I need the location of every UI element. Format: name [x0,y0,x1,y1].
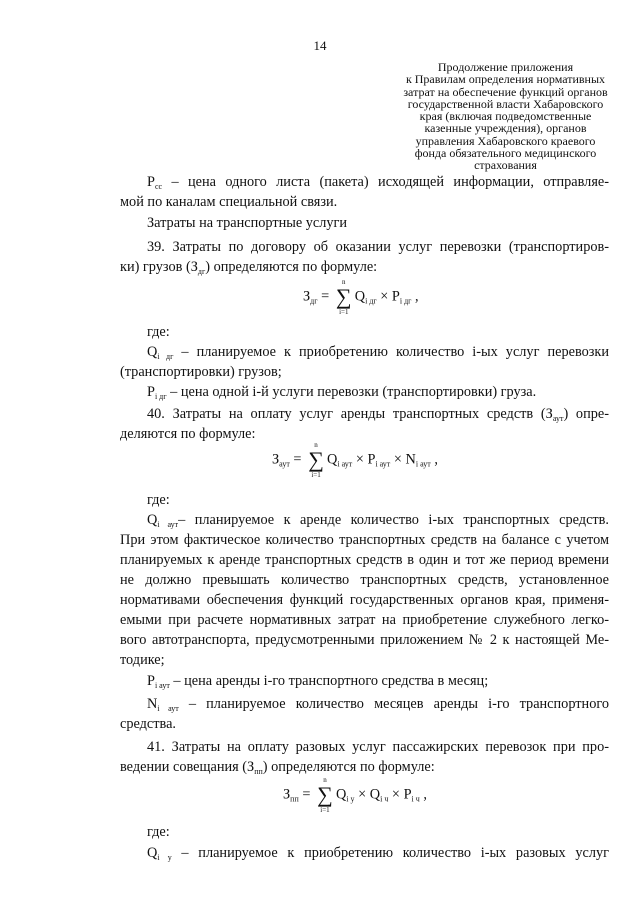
item41-q-definition: $Q_{i у}$ – планируемое к приобретению количество i-ых разовых услуг [147,845,609,862]
p-ses-definition-line2: мой по каналам специальной связи. [120,194,338,210]
item40-n-definition-line2: средства. [120,716,177,732]
header-line: к Правилам определения нормативных [405,72,606,87]
item40-q-definition-line: тодике; [120,652,165,668]
item40-q-definition-line: При этом фактическое количество транспортных средств на балансе с учетом [120,532,609,548]
sum-sign: n ∑ i=1 [335,278,352,316]
header-line: управления Хабаровского краевого [415,133,596,148]
p-ses-definition-line1: $P_{сс}$ – цена одного листа (пакета) исходящей информации, отправляе- [147,174,609,191]
sum-sign: n ∑ i=1 [317,776,333,814]
header-line: Продолжение приложения [437,60,574,74]
where-label: где: [147,492,170,508]
item39-line1: 39. Затраты по договору об оказании услуг перевозки (транспортиров- [147,239,609,255]
item40-q-definition-line: планируемых к аренде транспортных средств в один и тот же период времени [120,552,609,568]
item40-q-definition-line: емыми при расчете нормативных затрат на приобретение служебного легко- [120,612,609,628]
header-line: края (включая подведомственные [419,109,592,124]
item40-n-definition: $N_{i аут}$ – планируемое количество месяцев аренды i-го транспортного [147,696,609,713]
item39-q-definition-line2: (транспортировки) грузов; [120,364,282,380]
item40-q-definition-line: не должно превышать количество транспортных средств, установленное [120,572,609,588]
where-label: где: [147,824,170,840]
item39-q-definition: $Q_{i дг}$ – планируемое к приобретению количество i-ых услуг перевозки [147,344,610,361]
item40-line2: деляются по формуле: [120,426,256,442]
item40-line1: 40. Затраты на оплату услуг аренды транспортных средств $(З_{аут})$ опре- [147,406,609,423]
item41-line1: 41. Затраты на оплату разовых услуг пассажирских перевозок при про- [147,739,609,755]
formula-41: $З_{пп}$ = n ∑ i=1 $Q_{i у} \times Q_{i ч} \times P_{i ч}$ , [283,776,427,814]
header-line: государственной власти Хабаровского [407,96,604,111]
header-line: казенные учреждения), органов [424,121,587,136]
section-title: Затраты на транспортные услуги [147,215,348,231]
formula-40: $З_{аут}$ = n ∑ i=1 $Q_{i аут} \times P_{i аут} \times N_{i аут}$ , [272,441,438,479]
header-line: фонда обязательного медицинского [414,146,597,161]
formula-39: $З_{дг}$ = n ∑ i=1 $Q_{i дг} \times P_{i дг}$ , [303,278,419,316]
header-line: затрат на обеспечение функций органов [403,84,608,99]
item40-p-definition: $P_{i аут}$ – цена аренды i-го транспортного средства в месяц; [147,673,489,690]
sum-sign: n ∑ i=1 [308,441,324,479]
header-line: страхования [474,158,537,173]
page-number: 14 [313,38,327,53]
appendix-header [383,61,628,172]
where-label: где: [147,324,170,340]
item40-q-definition-line: вого автотранспорта, предусмотренными приложением № 2 к настоящей Ме- [120,632,609,648]
item39-line2: ки) грузов $(З_{дг})$ определяются по формуле: [120,259,378,276]
item40-q-definition: $Q_{i аут}-$ планируемое к аренде количество i-ых транспортных средств. [147,512,609,529]
item41-line2: ведении совещания $(З_{пп})$ определяются по формуле: [120,759,435,776]
item39-p-definition: $P_{i дг}$ – цена одной i-й услуги перевозки (транспортировки) груза. [147,384,537,401]
item40-q-definition-line: нормативами обеспечения функций государственных органов края, применя- [120,592,609,608]
